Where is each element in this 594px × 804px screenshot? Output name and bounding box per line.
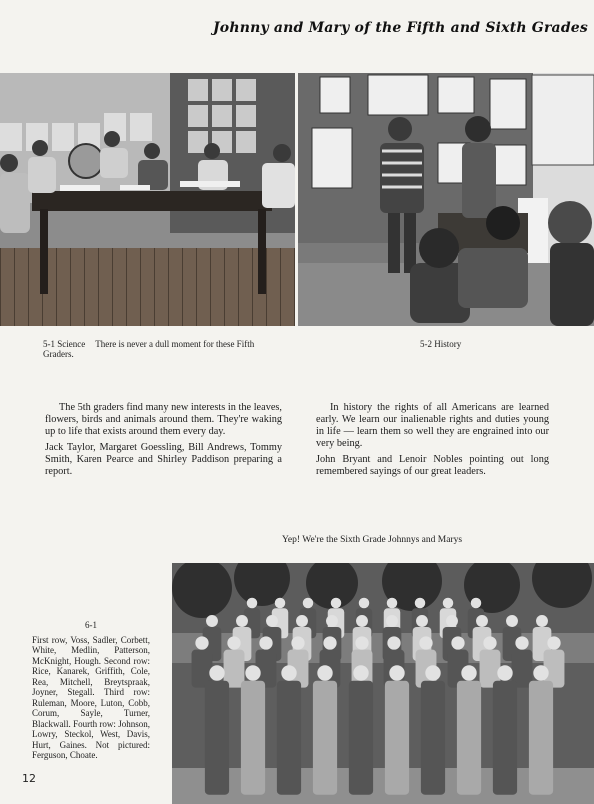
page-title: Johnny and Mary of the Fifth and Sixth Grades [212,20,588,36]
history-classroom-photo [298,73,594,326]
fifth-grade-paragraph: The 5th graders find many new interests in the leaves, flowers, birds and animals around them. They're waking up to life that exists around them every day. [45,402,282,437]
fifth-grade-text [45,402,282,482]
history-text [316,402,549,482]
roster-list [32,620,150,761]
page-number: 12 [22,772,36,785]
sixth-grade-group-photo [172,563,594,804]
fifth-grade-names: Jack Taylor, Margaret Goessling, Bill Andrews, Tommy Smith, Karen Pearce and Shirley Paddison preparing a report. [45,442,282,477]
history-paragraph: In history the rights of all Americans are learned early. We learn our inalienable rights and duties young in life — learn them so well they are engrained into our very being. [316,402,549,449]
roster-number: 6-1 [85,620,97,630]
science-classroom-photo [0,73,295,326]
history-names: John Bryant and Lenoir Nobles pointing out long remembered sayings of our great leaders. [316,454,549,477]
group-photo-caption: Yep! We're the Sixth Grade Johnnys and Marys [282,535,463,545]
history-photo-caption: 5-2 History [420,339,462,349]
science-caption-text: There is never a dull moment for these Fifth Graders. [43,339,255,359]
roster-text: First row, Voss, Sadler, Corbett, White, Medlin, Patterson, McKnight, Hough. Second row: Rice, Kanarek, Griffith, Cole, Rea, Mitchell, Breytspraak, Joyner, Stegall. Third row: Ruleman, Moore, Luton, Cobb, Corum, Sayle, Turner, Blackwall. Fourth row: Johnson, Lowry, Steckol, West, Davis, Hurt, Gaines. Not pictured: Ferguson, Choate. [32,634,150,760]
science-caption-label: 5-1 Science [43,339,86,349]
science-photo-caption [43,339,279,359]
